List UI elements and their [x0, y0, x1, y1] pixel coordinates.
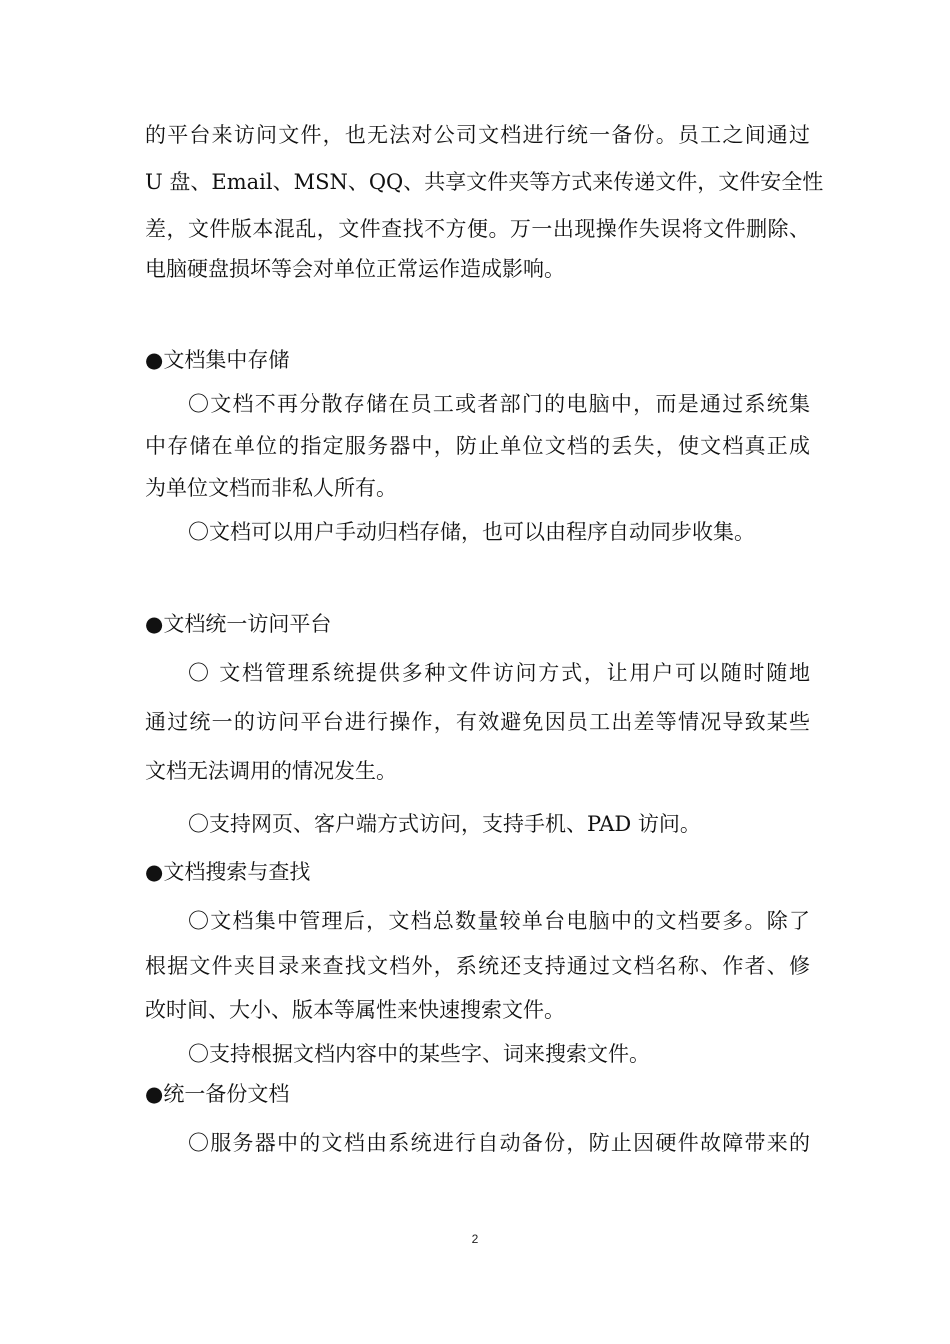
section3-para1-line1: 〇文档集中管理后，文档总数量较单台电脑中的文档要多。除了 — [188, 909, 810, 933]
page-number: 2 — [471, 1232, 479, 1246]
section3-para1-line2: 根据文件夹目录来查找文档外，系统还支持通过文档名称、作者、修 — [145, 954, 810, 978]
section2-para1-line1: 〇 文档管理系统提供多种文件访问方式，让用户可以随时随地 — [188, 661, 810, 685]
section4-para1-line1: 〇服务器中的文档由系统进行自动备份，防止因硬件故障带来的 — [188, 1131, 810, 1155]
section3-para1-line3: 改时间、大小、版本等属性来快速搜索文件。 — [145, 998, 565, 1022]
intro-line-1: 的平台来访问文件，也无法对公司文档进行统一备份。员工之间通过 — [145, 123, 810, 147]
intro-line-3: 差，文件版本混乱，文件查找不方便。万一出现操作失误将文件删除、 — [145, 217, 810, 241]
intro-line-4: 电脑硬盘损坏等会对单位正常运作造成影响。 — [145, 257, 565, 281]
section-heading-unified-access: ●文档统一访问平台 — [145, 612, 332, 636]
section1-para1-line3: 为单位文档而非私人所有。 — [145, 476, 397, 500]
section2-para1-line3: 文档无法调用的情况发生。 — [145, 759, 397, 783]
section1-para1-line1: 〇文档不再分散存储在员工或者部门的电脑中，而是通过系统集 — [188, 392, 810, 416]
section-heading-backup: ●统一备份文档 — [145, 1082, 290, 1106]
section-heading-search: ●文档搜索与查找 — [145, 860, 311, 884]
section2-para2-line1: 〇支持网页、客户端方式访问，支持手机、PAD 访问。 — [188, 812, 701, 836]
section-heading-centralized-storage: ●文档集中存储 — [145, 348, 290, 372]
section1-para1-line2: 中存储在单位的指定服务器中，防止单位文档的丢失，使文档真正成 — [145, 434, 810, 458]
section2-para1-line2: 通过统一的访问平台进行操作，有效避免因员工出差等情况导致某些 — [145, 710, 810, 734]
section3-para2-line1: 〇支持根据文档内容中的某些字、词来搜索文件。 — [188, 1042, 650, 1066]
section1-para2-line1: 〇文档可以用户手动归档存储，也可以由程序自动同步收集。 — [188, 520, 755, 544]
intro-line-2: U 盘、Email、MSN、QQ、共享文件夹等方式来传递文件，文件安全性 — [145, 170, 824, 194]
